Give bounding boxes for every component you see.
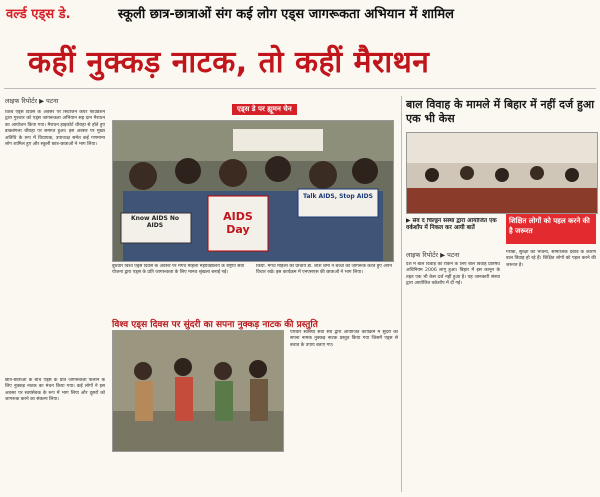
placard-know-aids: Know AIDS No AIDS	[130, 215, 180, 229]
main-body-text: विश्व एड्स दिवस के अवसर पर सिटीजन केयर फाउंडेशन द्वारा गुरुवार को एड्स जागरूकता अभियान सह दान मैराथन का आयोजन किया गया। मैराथन हाइकोर्ट चौराहा से होते हुए डाकबंगला चौराहा पर समाप्त हुआ। इस अवसर पर मुख्य अतिथि के रूप में विधायक, उपाध्यक्ष समेत कई गणमान्य लोग शामिल हुए और स्कूली छात्र-छात्राओं ने भाग लिया।	[5, 110, 105, 148]
kicker-black: स्कूली छात्र-छात्राओं संग कई लोग एड्स जागरूकता अभियान में शामिल	[118, 7, 454, 22]
placard-talk-aids: Talk AIDS, Stop AIDS	[303, 193, 373, 200]
column-divider	[401, 96, 402, 492]
right-byline: लाइफ रिपोर्टर ▶ पटना	[406, 251, 460, 259]
right-side-body: गरीबी, सुरक्षा की भावना, सामाजिक दबाव के कारण बाल विवाह हो रहे हैं। शिक्षित लोगों को पहल करने की जरूरत है।	[506, 250, 596, 268]
page-headline: कहीं नुक्कड़ नाटक, तो कहीं मैराथन	[28, 45, 430, 80]
placard-aids-day: AIDS Day	[223, 210, 253, 236]
header-divider	[4, 88, 596, 89]
right-photo	[406, 132, 598, 214]
right-bullet: ▶ सेव द चिल्ड्रन संस्था द्वारा आयोजित एक वर्कशॉप में निकल कर आयी बातें	[406, 218, 497, 231]
main-lower-body: छात्र-छात्राओं के बीच एड्स के प्रति जागरूकता फैलाने के लिए नुक्कड़ नाटक का मंचन किया गया। कई लोगों ने इस अवसर पर स्वयंसेवक के रूप में भाग लिया और दूसरों को जागरूक करने का संकल्प लिया।	[5, 378, 105, 403]
photo-caption-right: किया. मगध महिला की प्राचार्य डॉ. शशि शर्मा ने बच्चों को जागरूक करते हुए अपने विचार रखे। इस कार्यक्रम में एनएसएस की छात्राओं ने भाग लिया।	[256, 264, 392, 276]
main-photo	[112, 120, 394, 262]
photo-caption-left: बुधवार विश्व एड्स दिवस के अवसर पर मगध महिला महाविद्यालय के राष्ट्रीय सेवा योजना द्वारा एड्स के प्रति जागरूकता के लिए मानव श्रृंखला बनाई गई।	[112, 264, 245, 276]
right-subhead-box: शिक्षित लोगों को पहल करने की है जरूरत	[506, 214, 596, 244]
photo-tag: एड्स डे पर ह्यूमन चेन	[232, 104, 297, 115]
second-story-body: परिवार स्वास्थ्य सेवा संघ द्वारा आयोजित कार्यक्रम में सुंदरी का सपना नामक नुक्कड़ नाटक प्रस्तुत किया गया जिसमें एड्स से बचाव के उपाय बताए गए।	[290, 330, 398, 348]
street-play-photo-illustration	[113, 331, 283, 451]
right-story-headline: बाल विवाह के मामले में बिहार में नहीं दर्ज हुआ एक भी केस	[406, 98, 595, 125]
right-body: देश में बाल विवाह को रोकने के लिए बाल विवाह प्रतिषेध अधिनियम 2006 लागू हुआ। बिहार में इस कानून के तहत एक भी केस दर्ज नहीं हुआ है। यह जानकारी संस्था द्वारा आयोजित वर्कशॉप में दी गई।	[406, 262, 500, 287]
workshop-photo-illustration	[407, 133, 597, 213]
crowd-photo-illustration	[113, 121, 393, 261]
second-photo	[112, 330, 284, 452]
kicker-red: वर्ल्ड एड्स डे.	[6, 7, 71, 22]
second-story-title: विश्व एड्स दिवस पर सुंदरी का सपना नुक्कड़ नाटक की प्रस्तुति	[112, 320, 318, 330]
main-byline: लाइफ रिपोर्टर ▶ पटना	[5, 97, 59, 105]
